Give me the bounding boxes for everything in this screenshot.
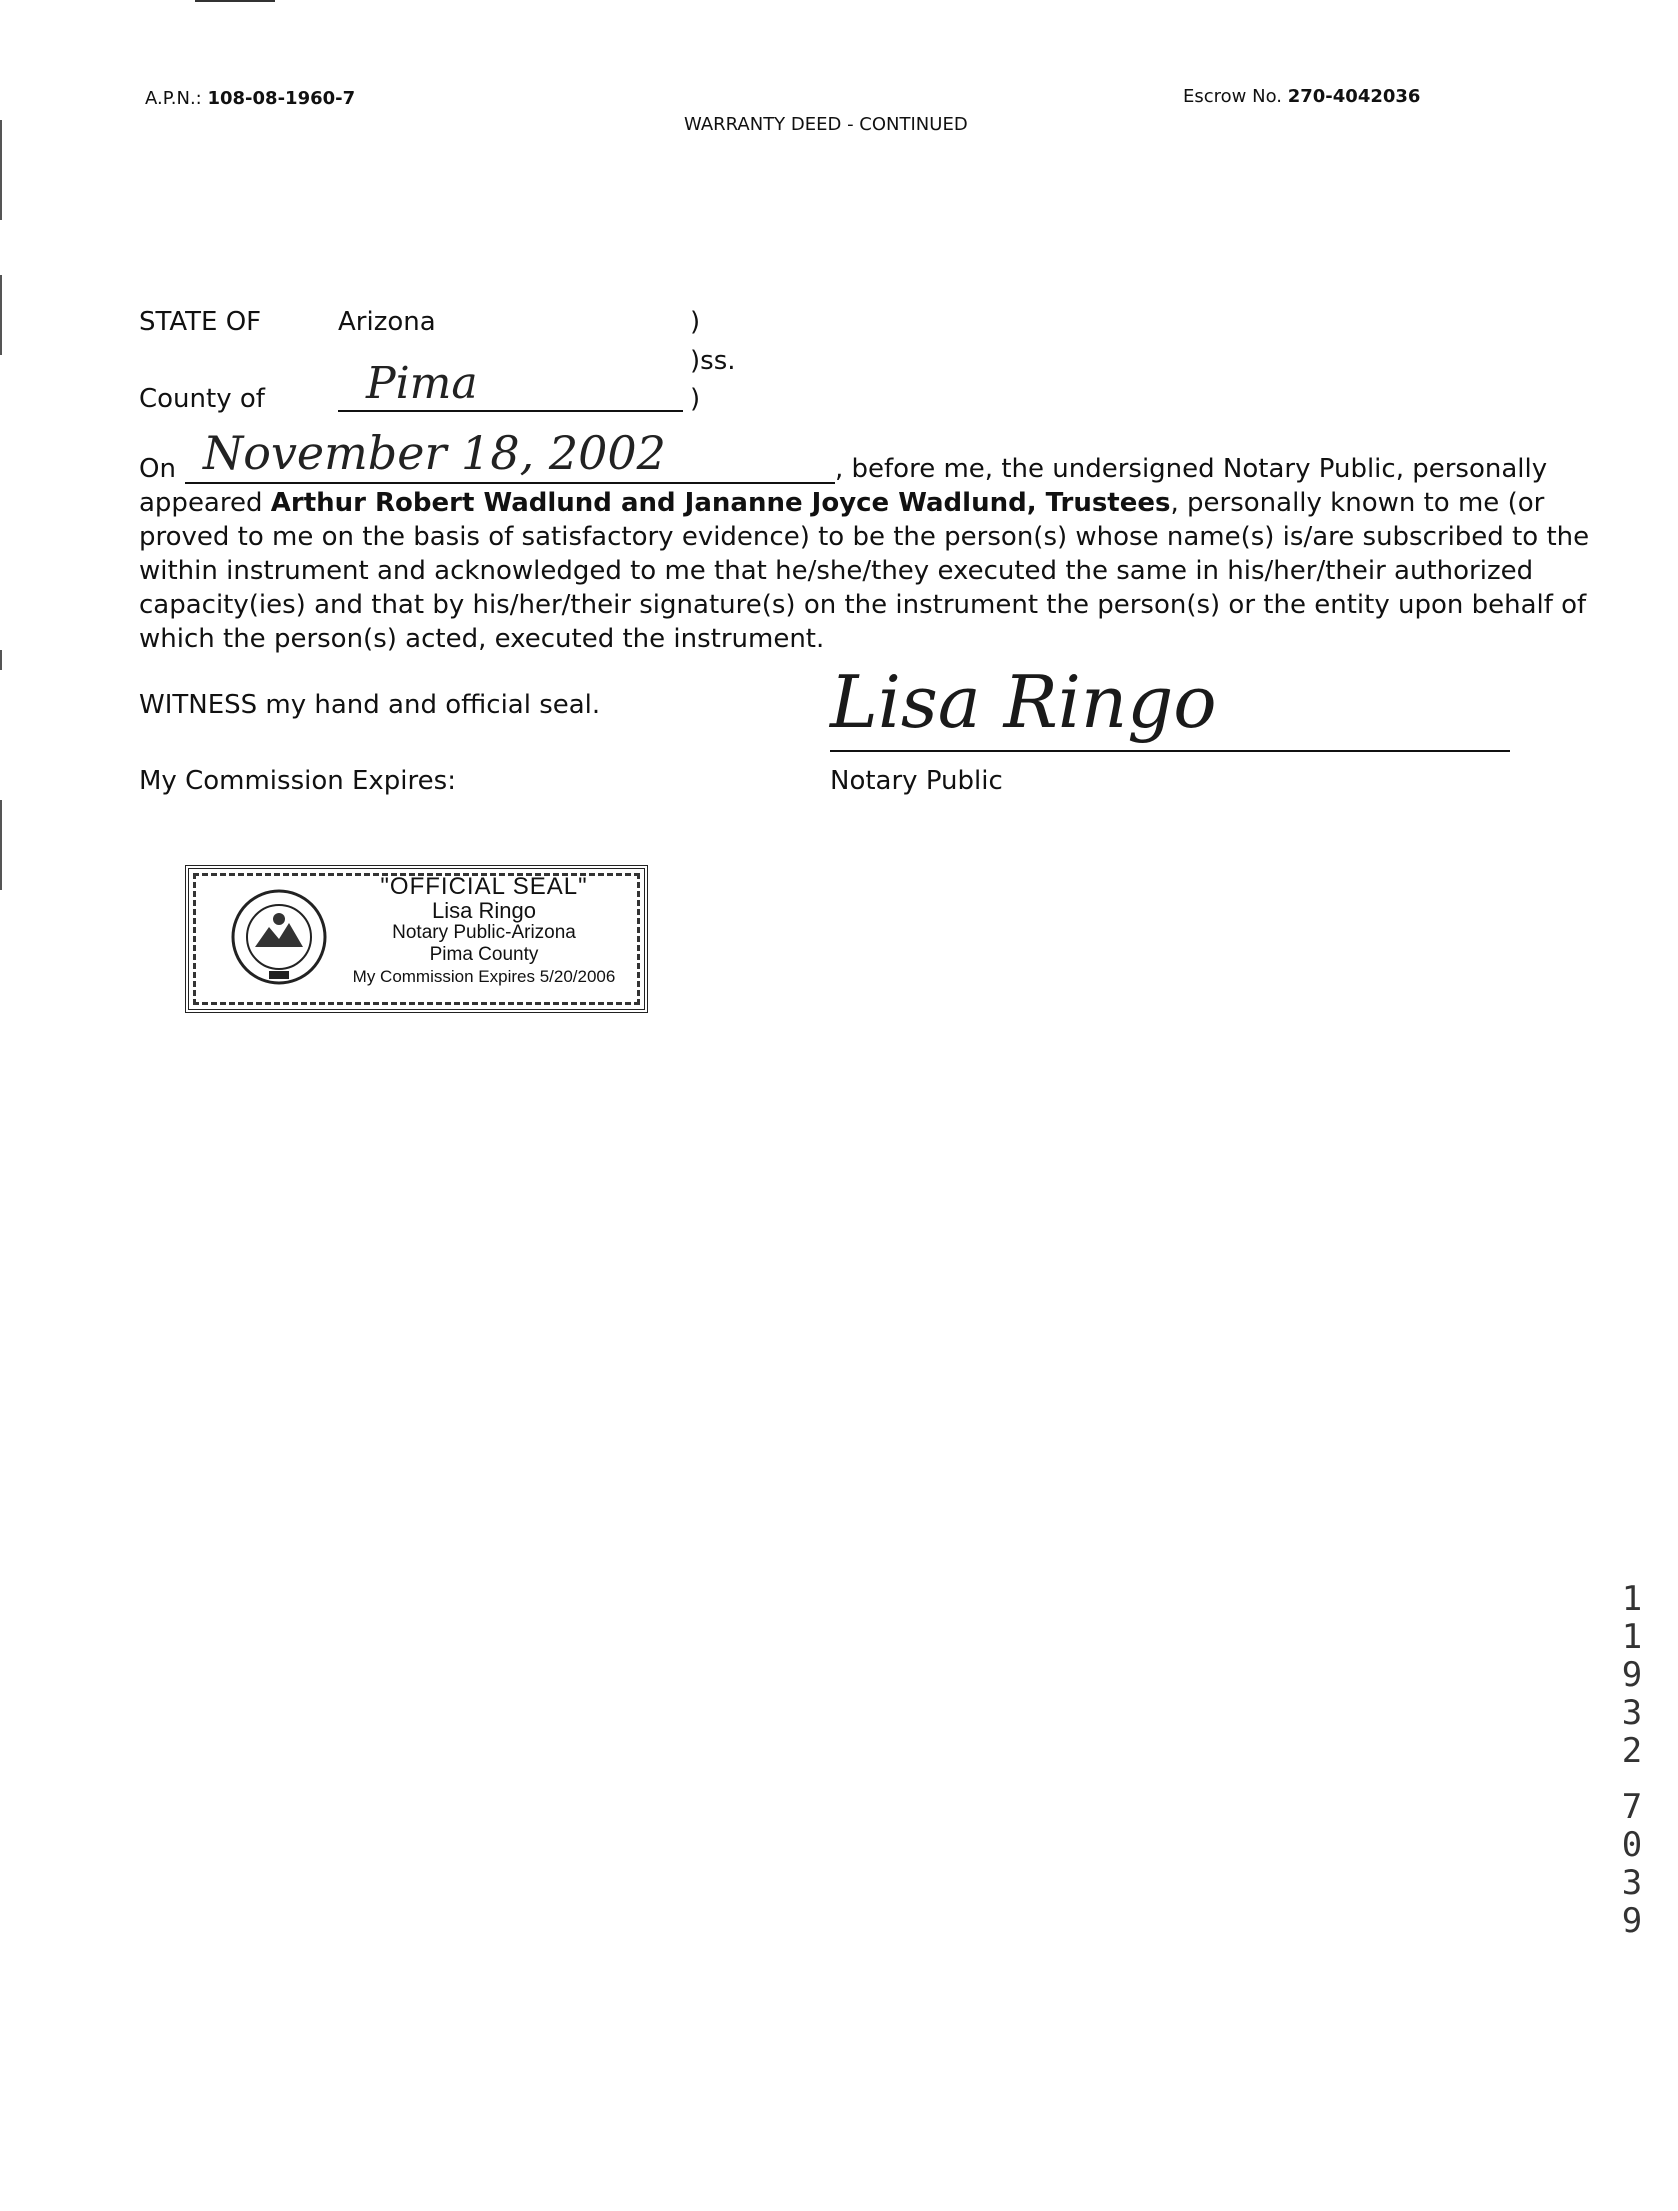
scan-edge-mark [0,120,2,220]
seal-notary-state: Notary Public-Arizona [392,922,576,943]
document-title: WARRANTY DEED - CONTINUED [684,114,968,135]
county-handwritten: Pima [366,358,478,409]
recording-digit: 2 [1621,1731,1643,1771]
ack-line3: proved to me on the basis of satisfactory evidence) to be the person(s) whose name(s) is/are subscribed to the [139,522,1590,552]
county-label: County of [139,384,265,414]
county-underline [338,358,683,412]
escrow-value: 270-4042036 [1287,86,1421,107]
grantor-names: Arthur Robert Wadlund and Jananne Joyce Wadlund, Trustees [270,488,1171,518]
apn-line [145,88,355,109]
venue-paren-top: ) [690,307,701,337]
ack-line1-rest: , before me, the undersigned Notary Public, personally [835,454,1548,484]
scan-edge-mark [0,800,2,890]
ack-line2 [139,486,1544,520]
official-seal-stamp [185,865,648,1013]
recording-digit: 7 [1621,1787,1643,1827]
date-handwritten: November 18, 2002 [203,426,666,480]
state-value: Arizona [338,307,436,337]
appeared-word: appeared [139,488,263,518]
apn-label: A.P.N.: [145,88,202,109]
scan-edge-mark [0,650,2,670]
recording-digit: 3 [1621,1693,1643,1733]
ack-line2-rest: , personally known to me (or [1170,488,1545,518]
recording-digit: 9 [1621,1901,1643,1941]
date-underline [185,426,835,484]
ack-line5: capacity(ies) and that by his/her/their signature(s) on the instrument the person(s) or the entity upon behalf of [139,590,1587,620]
ack-line6: which the person(s) acted, executed the instrument. [139,624,825,654]
recording-digit: 3 [1621,1863,1643,1903]
recording-gap [1612,1770,1652,1788]
seal-commission-expiry: My Commission Expires 5/20/2006 [352,967,616,986]
ack-line4: within instrument and acknowledged to me that he/she/they executed the same in his/her/their authorized [139,556,1534,586]
state-label: STATE OF [139,307,262,337]
seal-county: Pima County [429,944,539,965]
seal-text-block [339,875,629,988]
recording-digit: 1 [1621,1617,1643,1657]
apn-value: 108-08-1960-7 [207,88,356,109]
escrow-label: Escrow No. [1183,86,1282,107]
recording-digit: 1 [1621,1579,1643,1619]
seal-title: "OFFICIAL SEAL" [380,873,588,900]
on-label: On [139,454,176,484]
signature-line [830,750,1510,752]
witness-text: WITNESS my hand and official seal. [139,690,601,720]
recording-digit: 0 [1621,1825,1643,1865]
recording-number [1612,1580,1652,1940]
arizona-state-seal-icon [229,887,329,987]
notary-public-label: Notary Public [830,766,1003,796]
escrow-line [1183,86,1420,107]
seal-name: Lisa Ringo [432,898,536,923]
recording-digit: 9 [1621,1655,1643,1695]
venue-ss: )ss. [690,346,736,376]
scan-edge-mark [0,275,2,355]
commission-expires-label: My Commission Expires: [139,766,456,796]
scan-top-mark [195,0,275,2]
notary-signature: Lisa Ringo [830,660,1217,744]
venue-paren-bottom: ) [690,384,701,414]
